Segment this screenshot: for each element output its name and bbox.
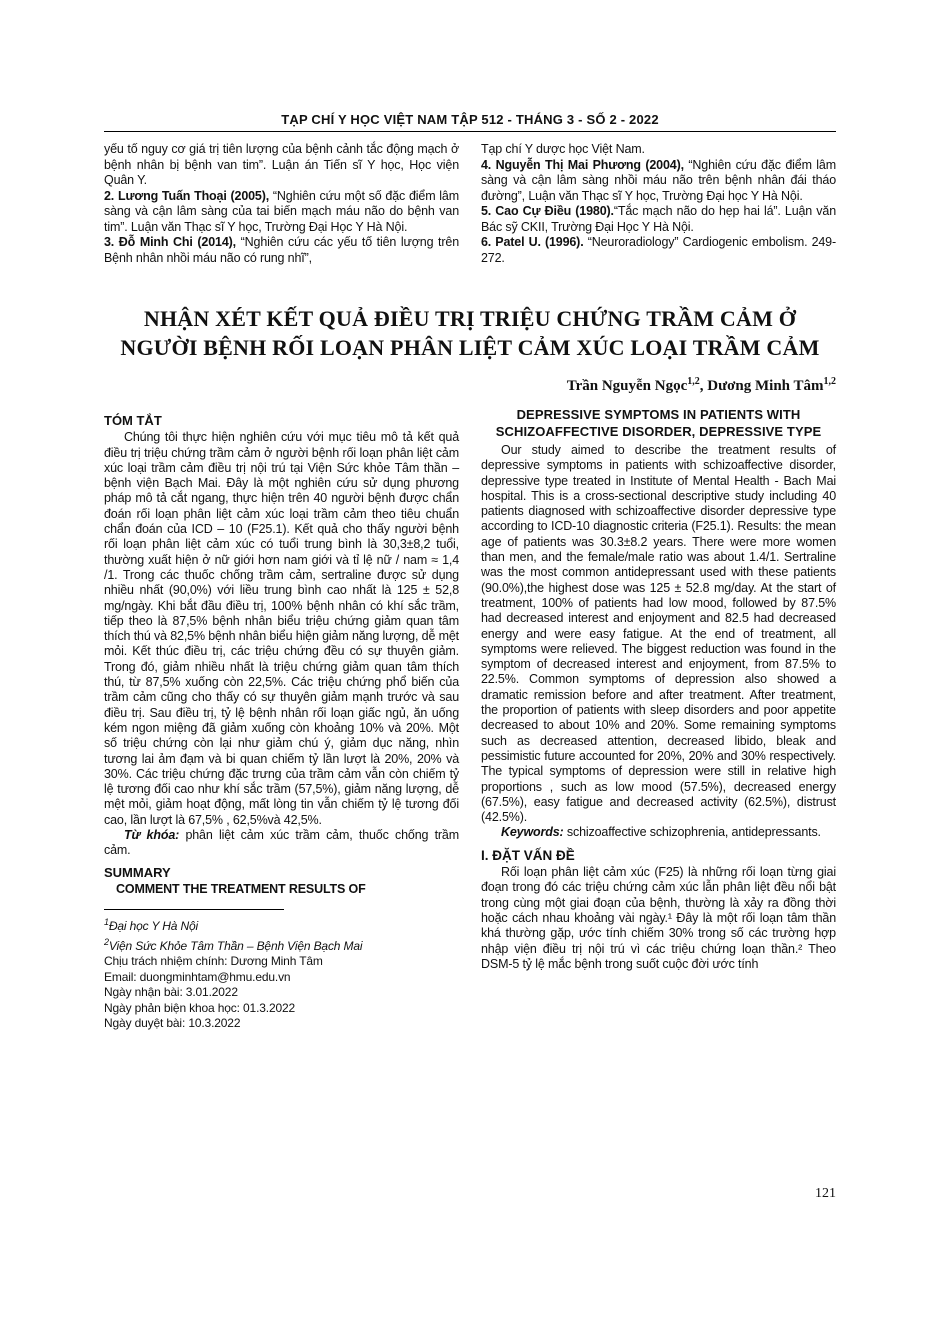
footnote-affiliation-2: $^2$Viện Sức Khỏe Tâm Thần – Bệnh Viện Bạch Mai: [104, 936, 363, 953]
page-number: 121: [815, 1186, 836, 1201]
article-title-line1: NHẬN XÉT KẾT QUẢ ĐIỀU TRỊ TRIỆU CHỨNG TRẦM CẢM Ở: [143, 306, 797, 331]
summary-title-part1: COMMENT THE TREATMENT RESULTS OF: [116, 881, 366, 896]
author-name: Dương Minh Tâm: [707, 378, 824, 394]
footnote-corresponding-author: Chịu trách nhiệm chính: Dương Minh Tâm: [104, 954, 323, 969]
reference-item: Tạp chí Y dược học Việt Nam.: [481, 142, 645, 156]
abstract-paragraph: Chúng tôi thực hiện nghiên cứu với mục tiêu mô tả kết quả điều trị triệu chứng trầm cảm ở người bệnh rối loạn phân liệt cảm xúc loại trầm cảm điều trị nội trú tại Viện Sức khỏe Tâm thần – bệnh viện Bạch Mai. Đây là một nghiên cứu sử dụng phương pháp mô tả cắt ngang, thực hiện trên 40 người bệnh được chẩn đoán rối loạn phân liệt cảm xúc loại trầm cảm theo tiêu chuẩn chẩn đoán của ICD – 10 (F25.1). Kết quả cho thấy người bệnh rối loạn phân liệt cảm xúc có tuổi trung bình là 30,3±8,2 tuổi, thường xuất hiện ở nữ giới hơn nam giới và tỉ lệ nữ / nam ≈ 1,4 /1. Trong các thuốc chống trầm cảm, sertraline được sử dụng nhiều nhất (90,0%) với liều trung bình cao nhất là 125 ± 52,8 mg/ngày. Khi bắt đầu điều trị, 100% bệnh nhân có khí sắc trầm, tiếp theo là 87,5% bệnh nhân biểu triệu chứng giảm quan tâm thích thú và 82,5% bệnh nhân biểu hiện giảm năng lượng, dễ mệt mỏi. Kết thúc điều trị, các triệu chứng đều có sự thuyên giảm. Trong đó, giảm nhiều nhất là triệu chứng giảm quan tâm thích thú, từ 87,5% xuống còn 22,5%. Các triệu chứng phổ biến của trầm cảm cũng cho thấy có sự thuyên giảm mạnh trước và sau điều trị. Sau điều trị, tỷ lệ bệnh nhân rối loạn giấc ngủ, ăn uống kém ngon miệng đã giảm xuống còn khoảng 10% và 20%. Một số triệu chứng còn lại như giảm chú ý, giảm dục năng, nhìn tương lai ảm đạm và bi quan chiếm tỷ lần lượt là 20%, 20% và 30%. Các triệu chứng đặc trưng của trầm cảm vẫn còn chiếm tỷ lệ tương đối cao như khí sắc trầm (57,5%), giảm năng lượng, dễ mệt mỏi, giảm hoạt động, mất lòng tin vẫn chiếm tỷ lệ tương đối cao, lần lượt là 67,5% , 62,5%và 42,5%.: [104, 430, 459, 827]
references-left-column: [104, 142, 459, 266]
reference-item: yếu tố nguy cơ giá trị tiên lượng của bệnh cảnh tắc động mạch ở bệnh nhân bị bệnh van tim”. Luận án Tiến sĩ Y học, Học viện Quân Y.: [104, 142, 459, 187]
footnote-date-received: Ngày nhận bài: 3.01.2022: [104, 985, 238, 1000]
author-affiliation-sup: 1,2: [823, 376, 836, 387]
author-affiliation-sup: 1,2: [687, 376, 700, 387]
footnote-divider: [104, 909, 284, 910]
section-1-paragraph: Rối loạn phân liệt cảm xúc (F25) là những rối loạn từng giai đoạn trong đó các triệu chứng cảm xúc lẫn phân liệt đều nổi bật trong cùng một giai đoạn của bệnh, thường là xảy ra đồng thời hoặc cách nhau khoảng vài ngày.¹ Đây là một rối loạn tâm thần khá thường gặp, ước tính chiếm 30% trong số các trường hợp nhập viện điều trị nội trú vì các triệu chứng loạn thần.² Theo DSM-5 tỷ lệ mắc bệnh trong suốt cuộc đời ước tính: [481, 865, 836, 971]
author-separator: ,: [699, 378, 708, 394]
left-column: [104, 407, 459, 1032]
footnote-email: Email: duongminhtam@hmu.edu.vn: [104, 969, 291, 984]
keywords-label: Từ khóa:: [124, 828, 180, 843]
footnote-affiliation-1: $^1$Đại học Y Hà Nội: [104, 917, 199, 934]
footnote-block: [104, 909, 459, 1032]
reference-item: 3. Đỗ Minh Chi (2014), “Nghiên cứu các yếu tố tiên lượng trên Bệnh nhân nhồi máu não có rung nhĩ”,: [104, 235, 459, 265]
keywords-en-paragraph: [481, 825, 836, 840]
keywords-paragraph: [104, 828, 459, 859]
article-title: [104, 304, 836, 362]
summary-heading: SUMMARY: [104, 864, 171, 880]
summary-paragraph: Our study aimed to describe the treatment results of depressive symptoms in patients with schizoaffective disorder, depressive type treated in Institute of Mental Health - Bach Mai hospital. This is a cross-sectional descriptive study including 40 patients diagnosed with schizoaffective disorder depressive type according to ICD-10 diagnostic criteria (F25.1). Results: the mean age of patients was 30.3±8.2 years. There were more women than men, and the female/male ratio was about 1.4/1. Sertraline was the most common antidepressant used with these patients (90.0%),the highest dose was 125 ± 52.8 mg/day. At the start of treatment, 100% of patients had low mood, followed by 87.5% had decreased interest and enjoyment and 82.5 had decreased energy and were easy fatigue. At the end of treatment, all symptoms were relieved. The biggest reduction was found in the symptom of decreased interest and enjoyment, from 87.5% to 22.5%. Common symptoms of depression also showed a dramatic remission before and after treatment. After treatment, the proportion of patients with sleep disorders and poor appetite decreased to about 10% and 20%. Some remaining symptoms such as decreased attention, decreased libido, bleak and pessimistic future accounted for 20%, 20% and 30% respectively. The typical symptoms of depression were still in relative high proportions , such as low mood (57.5%), decreased energy (67.5%), easy fatigue and decreased activity (62.5%), distrust (42.5%).: [481, 443, 836, 825]
article-title-line2: NGƯỜI BỆNH RỐI LOẠN PHÂN LIỆT CẢM XÚC LOẠI TRẦM CẢM: [120, 335, 820, 360]
reference-item: 5. Cao Cự Điều (1980).“Tắc mạch não do hẹp hai lá”. Luận văn Bác sỹ CKII, Trường Đại Học Y Hà Nội.: [481, 204, 836, 234]
references-right-column: [481, 142, 836, 266]
journal-header: TẠP CHÍ Y HỌC VIỆT NAM TẬP 512 - THÁNG 3 - SỐ 2 - 2022: [104, 112, 836, 132]
keywords-en-label: Keywords:: [501, 825, 564, 840]
footnote-date-reviewed: Ngày phản biện khoa học: 01.3.2022: [104, 1000, 296, 1015]
reference-item: 6. Patel U. (1996). “Neuroradiology” Cardiogenic embolism. 249-272.: [481, 235, 836, 265]
keywords-text: phân liệt cảm xúc trầm cảm, thuốc chống trầm cảm.: [104, 828, 460, 858]
keywords-en-text: schizoaffective schizophrenia, antidepressants.: [563, 825, 821, 840]
author-name: Trần Nguyễn Ngọc: [566, 378, 688, 394]
reference-item: 2. Lương Tuấn Thoại (2005), “Nghiên cứu một số đặc điểm lâm sàng và cận lâm sàng của tai biến mạch máu não do bệnh van tim”. Luận văn Thạc sĩ Y học, Trường Đại Học Y Hà Nội.: [104, 188, 459, 234]
page-content: [104, 112, 836, 1032]
summary-title-part2: DEPRESSIVE SYMPTOMS IN PATIENTS WITH SCHIZOAFFECTIVE DISORDER, DEPRESSIVE TYPE: [495, 407, 822, 439]
abstract-heading: TÓM TẮT: [104, 413, 162, 428]
authors-line: [104, 376, 836, 395]
section-1-heading: I. ĐẶT VẤN ĐỀ: [481, 847, 575, 863]
right-column: [481, 407, 836, 1032]
footnote-date-accepted: Ngày duyệt bài: 10.3.2022: [104, 1016, 241, 1031]
references-section: [104, 142, 836, 266]
article-body-columns: [104, 407, 836, 1032]
reference-item: 4. Nguyễn Thị Mai Phương (2004), “Nghiên cứu đặc điểm lâm sàng và cận lâm sàng nhồi máu não trên bệnh nhân đái tháo đường”, Luận văn Thạc sĩ Y học, Trường Đại học Y Hà Nội.: [481, 157, 836, 203]
